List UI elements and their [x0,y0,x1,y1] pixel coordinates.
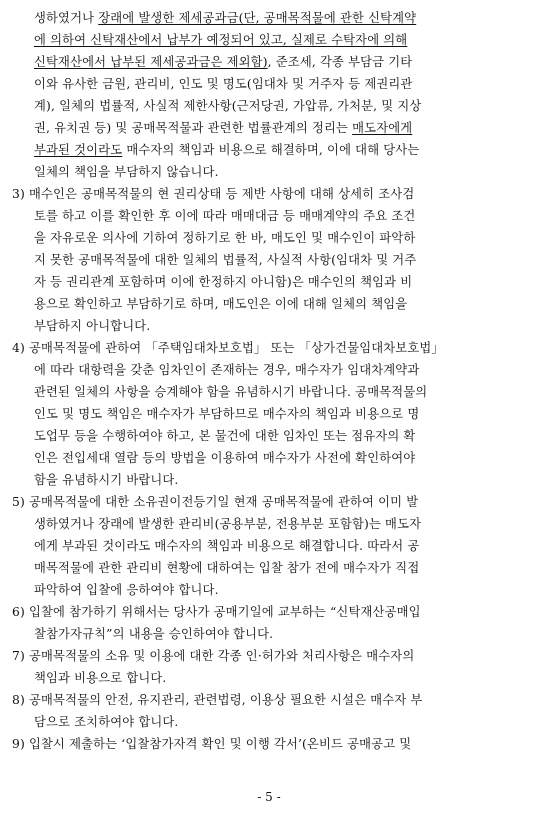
text-segment: 자 등 권리관계 포함하며 이에 한정하지 아니함)은 매수인의 책임과 비 [34,275,413,289]
text-line [12,185,414,203]
text-segment: 생하였거나 장래에 발생한 관리비(공용부분, 전용부분 포함함)는 매도자 [34,517,422,531]
text-line [34,31,407,49]
text-segment: 인은 전입세대 열람 등의 방법을 이용하여 매수자가 사전에 확인하여야 [34,451,416,465]
text-line [34,229,415,247]
text-line [34,97,421,115]
text-segment: 생하였거나 [34,11,99,25]
text-line [34,207,415,225]
text-segment: , 준조세, 각종 부담금 기타 [267,55,413,69]
text-line [34,53,412,71]
text-line [34,515,421,533]
text-line [34,537,419,555]
text-line [12,691,422,709]
text-line [34,449,415,467]
text-line [34,273,412,291]
underlined-text: 매도자에게 [352,121,413,135]
text-segment: 계), 일체의 법률적, 사실적 제한사항(근저당권, 가압류, 가처분, 및 지상 [34,99,422,113]
text-segment: 에게 부과된 것이라도 매수자의 책임과 비용으로 해결합니다. 따라서 공 [34,539,420,553]
text-line [12,735,411,753]
text-line [34,317,150,335]
text-line [34,471,179,489]
text-line [34,427,415,445]
text-segment: 매수자의 책임과 비용으로 해결하며, 이에 대해 당사는 [122,143,420,157]
text-segment: 이와 유사한 금원, 관리비, 인도 및 명도(임대차 및 거주자 등 제권리관 [34,77,413,91]
text-line [12,493,418,511]
text-segment: 함을 유념하시기 바랍니다. [34,473,179,487]
text-segment: 매목적물에 관한 관리비 현황에 대하여는 입찰 참가 전에 매수자가 직접 [34,561,420,575]
text-segment: 찰참가자규칙”의 내용을 승인하여야 합니다. [34,627,274,641]
text-line [34,405,419,423]
text-segment: 7) 공매목적물의 소유 및 이용에 대한 각종 인·허가와 처리사항은 매수자의 [12,649,415,663]
text-segment: 권, 유치권 등) 및 공매목적물과 관련한 법률관계의 정리는 [34,121,353,135]
text-line [34,119,412,137]
text-segment: 일체의 책임을 부담하지 않습니다. [34,165,219,179]
text-line [34,559,419,577]
text-segment: 토를 하고 이를 확인한 후 이에 따라 매매대금 등 매매계약의 주요 조건 [34,209,416,223]
text-segment: 용으로 확인하고 부담하기로 하며, 매도인은 이에 대해 일체의 책임을 [34,297,408,311]
text-line [34,713,179,731]
text-line [34,295,407,313]
text-segment: 지 못한 공매목적물에 대한 일체의 법률적, 사실적 사항(임대차 및 거주 [34,253,417,267]
text-line [34,141,419,159]
text-line [12,603,421,621]
text-line [12,647,414,665]
text-segment: 도업무 등을 수행하여야 하고, 본 물건에 대한 임차인 또는 점유자의 확 [34,429,416,443]
text-line [34,9,416,27]
text-segment: 6) 입찰에 참가하기 위해서는 당사가 공매기일에 교부하는 “신탁재산공매입 [12,605,421,619]
text-line [34,251,416,269]
page-number: - 5 - [257,790,281,804]
text-line [34,669,166,687]
underlined-text: 에 의하여 신탁재산에서 납부가 예정되어 있고, 실제로 수탁자에 의해 [34,33,408,47]
text-segment: 책임과 비용으로 합니다. [34,671,167,685]
text-segment: 인도 및 명도 책임은 매수자가 부담하므로 매수자의 책임과 비용으로 명 [34,407,420,421]
text-segment: 8) 공매목적물의 안전, 유지관리, 관련법령, 이용상 필요한 시설은 매수자 부 [12,693,423,707]
text-line [34,581,219,599]
text-segment: 부담하지 아니합니다. [34,319,151,333]
text-segment: 관련된 일체의 사항을 승계해야 함을 유념하시기 바랍니다. 공매목적물의 [34,385,428,399]
text-line [34,163,219,181]
text-segment: 3) 매수인은 공매목적물의 현 권리상태 등 제반 사항에 대해 상세히 조사검 [12,187,415,201]
text-line [34,625,273,643]
text-line [12,339,444,357]
underlined-text: 장래에 발생한 제세공과금(단, 공매목적물에 관한 신탁계약 [98,11,417,25]
text-segment: 담으로 조치하여야 합니다. [34,715,179,729]
underlined-text: 부과된 것이라도 [34,143,123,157]
text-line [34,361,419,379]
text-segment: 에 따라 대항력을 갖춘 임차인이 존재하는 경우, 매수자가 임대차계약과 [34,363,420,377]
text-line [34,75,412,93]
underlined-text: 신탁재산에서 납부된 제세공과금은 제외함) [34,55,268,69]
text-segment: 파악하여 입찰에 응하여야 합니다. [34,583,219,597]
text-segment: 9) 입찰시 제출하는 ‘입찰참가자격 확인 및 이행 각서’(온비드 공매공고 및 [12,737,412,751]
text-segment: 5) 공매목적물에 대한 소유권이전등기일 현재 공매목적물에 관하여 이미 발 [12,495,419,509]
text-segment: 4) 공매목적물에 관하여 「주택임대차보호법」 또는 「상가건물임대차보호법」 [12,341,444,355]
text-segment: 을 자유로운 의사에 기하여 정하기로 한 바, 매도인 및 매수인이 파악하 [34,231,416,245]
text-line [34,383,427,401]
